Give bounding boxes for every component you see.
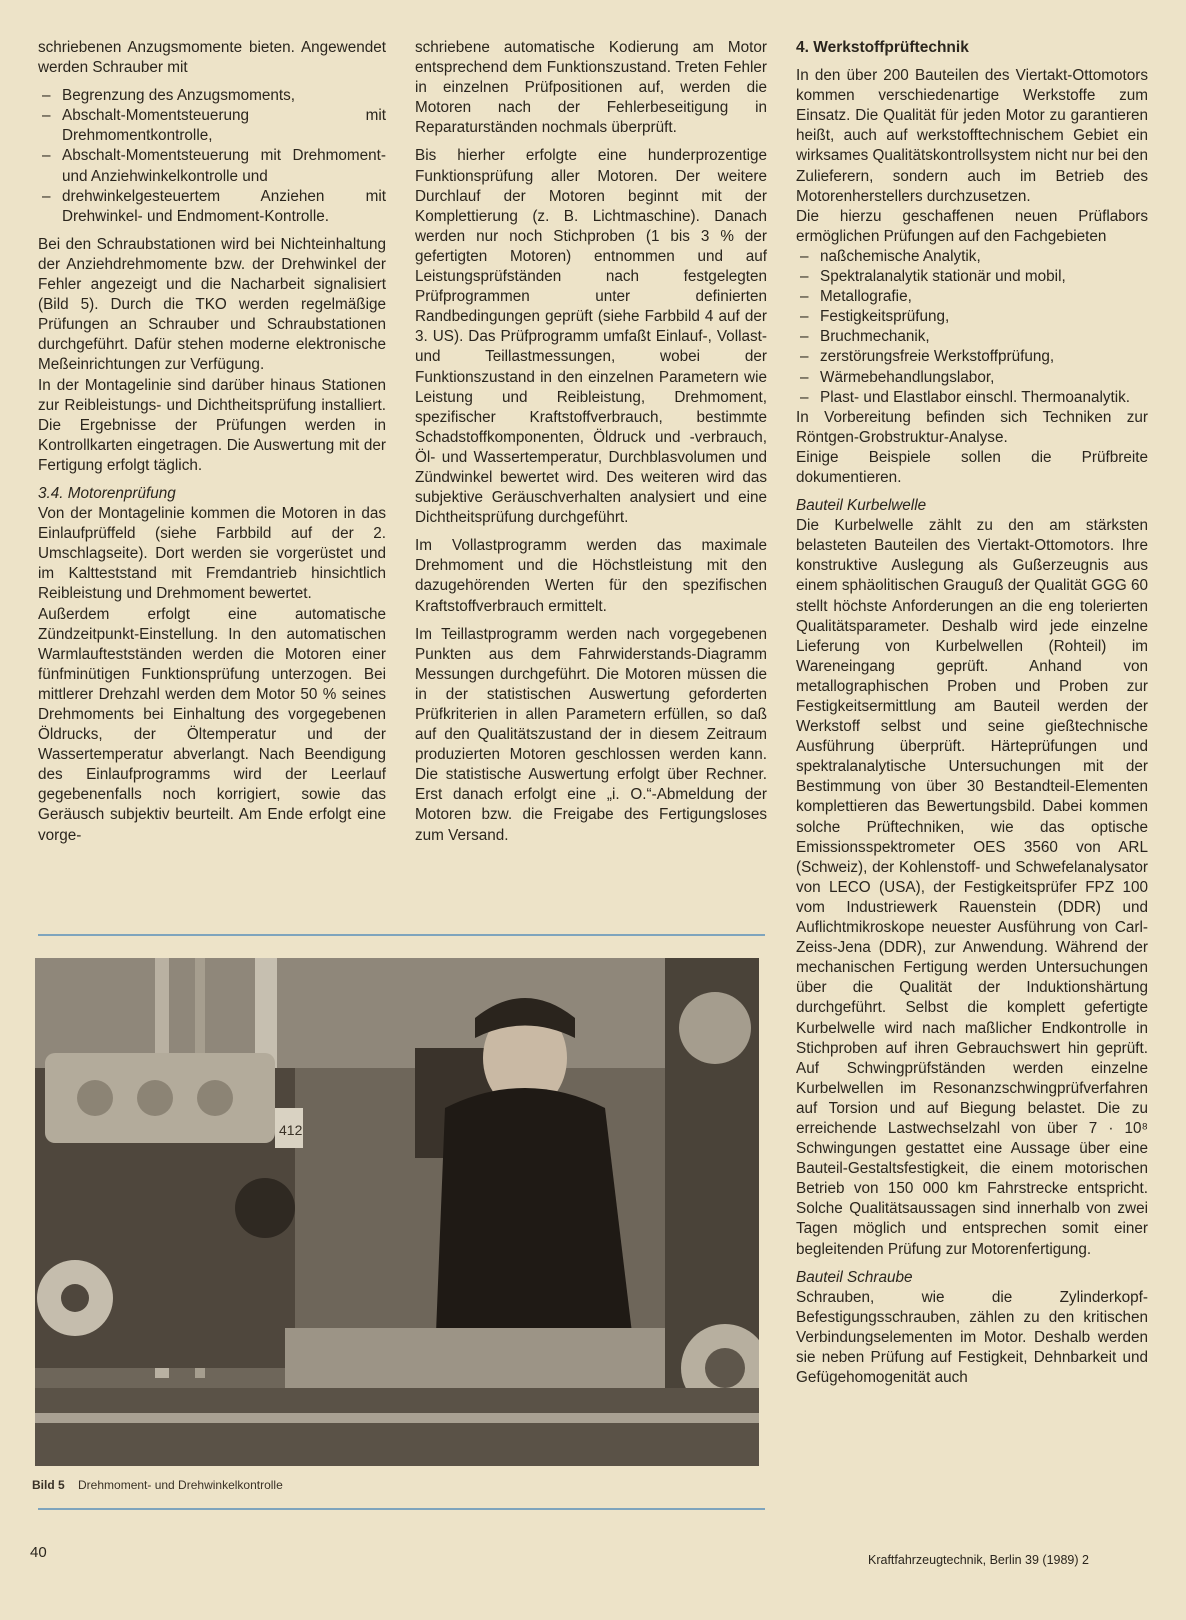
page-number: 40 xyxy=(30,1544,47,1561)
list-item: – Plast- und Elastlabor einschl. Thermoanalytik. xyxy=(796,388,1148,408)
paragraph: Bei den Schraubstationen wird bei Nichteinhaltung der Anziehdrehmomente bzw. der Drehwinkel der Fehler angezeigt und die Nacharbeit signalisiert (Bild 5). Durch die TKO werden regelmäßige Prüfungen an Schrauber und Schraubstationen durchgeführt. Dafür stehen moderne elektronische Meßeinrichtungen zur Verfügung. xyxy=(38,235,386,374)
paragraph: Im Teillastprogramm werden nach vorgegebenen Punkten aus dem Fahrwiderstands-Diagramm Messungen durchgeführt. Die Motoren müssen die in der statistischen Auswertung geforderten Prüfkriterien in allen Parametern erfüllen, so daß auf den Qualitätszustand der in diesem Zeitraum produzierten Motoren geschlossen werden kann. Die statistische Auswertung erfolgt über Rechner. Erst danach erfolgt eine „i. O.“-Abmeldung der Motoren bzw. die Freigabe des Fertigungsloses zum Versand. xyxy=(415,625,767,844)
paragraph: Die hierzu geschaffenen neuen Prüflabors ermöglichen Prüfungen auf den Fachgebieten xyxy=(796,207,1148,245)
figure-top-rule xyxy=(38,934,765,936)
subsection-heading: Bauteil Schraube xyxy=(796,1268,913,1286)
list-item: – Bruchmechanik, xyxy=(796,327,1148,347)
paragraph: In Vorbereitung befinden sich Techniken zur Röntgen-Grobstruktur-Analyse. xyxy=(796,408,1148,446)
list-item: – Abschalt-Momentsteuerung mit Drehmomentkontrolle, xyxy=(38,106,386,146)
paragraph: Schrauben, wie die Zylinderkopf-Befestigungsschrauben, zählen zu den kritischen Verbindungselementen im Motor. Deshalb werden sie neben Prüfung auf Festigkeit, Dehnbarkeit und Gefügehomogenität auch xyxy=(796,1288,1148,1387)
figure-bottom-rule xyxy=(38,1508,765,1510)
photo-illustration xyxy=(35,958,759,1466)
text-column-1 xyxy=(38,38,386,854)
section-heading: 3.4. Motorenprüfung xyxy=(38,484,176,502)
paragraph: In der Montagelinie sind darüber hinaus Stationen zur Reibleistungs- und Dichtheitsprüfung installiert. Die Ergebnisse der Prüfungen werden in Kontrollkarten eingetragen. Die Auswertung mit der Fertigung erfolgt täglich. xyxy=(38,376,386,474)
list-item: – Festigkeitsprüfung, xyxy=(796,307,1148,327)
paragraph: schriebene automatische Kodierung am Motor entsprechend dem Funktionszustand. Treten Fehler in einzelnen Prüfpositionen auf, werden die Motoren nach der Fehlerbeseitigung in Reparaturständen nochmals überprüft. xyxy=(415,39,767,137)
list-item: – drehwinkelgesteuertem Anziehen mit Drehwinkel- und Endmoment-Kontrolle. xyxy=(38,187,386,227)
paragraph: Die Kurbelwelle zählt zu den am stärksten belasteten Bauteilen des Viertakt-Ottomotors. Ihre konstruktive Auslegung als Gußerzeugnis aus einem sphäolitischen Grauguß der Qualität GGG 60 stellt höchste Anforderungen an die eng tolerierten Qualitätsparameter. Deshalb wird jede einzelne Lieferung von Kurbelwellen (Rohteil) im Wareneingang geprüft. Anhand von metallographischen Proben und Proben zur Festigkeitsermittlung am Bauteil werden der Werkstoff selbst und seine gießtechnische Ausführung überprüft. Härteprüfungen und spektralanalytische Untersuchungen mit der Bestimmung von über 30 Bestandteil-Elementen komplettieren das Bewertungsbild. Dabei kommen solche Prüftechniken, wie das optische Emissionsspektrometer OES 3560 von ARL (Schweiz), der Kohlenstoff- und Schwefelanalysator von LECO (USA), der Festigkeitsprüfer FPZ 100 vom Industriewerk Rauenstein (DDR) und Auflichtmikroskope neuester Ausführung von Carl-Zeiss-Jena (DDR), zur Anwendung. Während der mechanischen Fertigung werden Untersuchungen über die Qualität der Induktionshärtung durchgeführt. Selbst die komplett gefertigte Kurbelwelle wird nach maßlicher Endkontrolle in Stichproben auf ihren Gebrauchswert hin geprüft. Auf Schwingprüfständen werden einzelne Kurbelwellen im Resonanzschwingprüfverfahren auf Torsion und auf Biegung belastet. Die zu erreichende Lastwechselzahl von über 7 · 10⁸ Schwingungen gestattet eine Aussage über eine Bauteil-Gestaltsfestigkeit, die einem motorischen Betrieb von 150 000 km Fahrstrecke entspricht. Solche Qualitätsaussagen sind innerhalb von zwei Tagen möglich und entsprechen somit einer begleitenden Prüfung zur Motorenfertigung. xyxy=(796,517,1149,1258)
list-item: – Wärmebehandlungslabor, xyxy=(796,368,1148,388)
list-item: – Abschalt-Momentsteuerung mit Drehmoment- und Anziehwinkelkontrolle und xyxy=(38,146,386,186)
paragraph: Einige Beispiele sollen die Prüfbreite dokumentieren. xyxy=(796,448,1148,486)
sign-number: 412 xyxy=(279,1122,303,1138)
list-item: – naßchemische Analytik, xyxy=(796,247,1148,267)
paragraph: In den über 200 Bauteilen des Viertakt-Ottomotors kommen verschiedenartige Werkstoffe zum Einsatz. Die Qualität für jeden Motor zu garantieren heißt, auch auf werkstofftechnischem Gebiet ein wirksames Qualitätskontrollsystem nicht nur bei den Zulieferern, sondern auch im Betrieb des Motorenherstellers durchzusetzen. xyxy=(796,67,1148,205)
journal-citation: Kraftfahrzeugtechnik, Berlin 39 (1989) 2 xyxy=(868,1553,1089,1567)
list-item: – Spektralanalytik stationär und mobil, xyxy=(796,267,1148,287)
tool-list xyxy=(38,86,386,227)
engine-test-photo xyxy=(35,958,759,1466)
subsection-heading: Bauteil Kurbelwelle xyxy=(796,497,927,515)
list-item: – Metallografie, xyxy=(796,287,1148,307)
text-column-2 xyxy=(415,38,767,854)
paragraph: Bis hierher erfolgte eine hunderprozentige Funktionsprüfung aller Motoren. Der weitere Durchlauf der Motoren beginnt mit der Komplettierung (z. B. Lichtmaschine). Danach werden nur noch Stichproben (1 bis 3 % der gefertigten Motoren) entnommen und auf Leistungsprüfständen nach festgelegten Prüfprogrammen unter definierten Randbedingungen geprüft (siehe Farbbild 4 auf der 3. US). Das Prüfprogramm umfaßt Einlauf-, Vollast- und Teillastmessungen, wobei der Funktionszustand in den einzelnen Parametern wie Leistung und Reibleistung, Drehmoment, spezifischer Kraftstoffverbrauch, bestimmte Schadstoffkomponenten, Öldruck und -verbrauch, Öl- und Wassertemperatur, Durchblasvolumen und Zündwinkel bewertet wird. Des weiteren wird das subjektive Geräuschverhalten analysiert und eine Dichtheitsprüfung durchgeführt. xyxy=(415,147,767,527)
paragraph: Im Vollastprogramm werden das maximale Drehmoment und die Höchstleistung mit den dazugehörenden Werten für den spezifischen Kraftstoffverbrauch ermittelt. xyxy=(415,537,767,615)
figure-caption-text: Drehmoment- und Drehwinkelkontrolle xyxy=(78,1478,283,1492)
section-heading: 4. Werkstoffprüftechnik xyxy=(796,39,969,56)
figure-caption xyxy=(32,1478,283,1492)
text-column-3 xyxy=(796,38,1148,1388)
paragraph: Von der Montagelinie kommen die Motoren in das Einlaufprüffeld (siehe Farbbild auf der 2. Umschlagseite). Dort werden sie vorgerüstet und im Kaltteststand mit Fremdantrieb hinsichtlich Reibleistung und Drehmoment bewertet. xyxy=(38,505,386,603)
list-item: – Begrenzung des Anzugsmoments, xyxy=(38,86,386,106)
list-item: – zerstörungsfreie Werkstoffprüfung, xyxy=(796,347,1148,367)
paragraph: Außerdem erfolgt eine automatische Zündzeitpunkt-Einstellung. In den automatischen Warmlauftestständen werden die Motoren einer fünfminütigen Funktionsprüfung unterzogen. Bei mittlerer Drehzahl werden dem Motor 50 % seines Drehmoments bei Einhaltung des vorgegebenen Öldrucks, der Öltemperatur und der Wassertemperatur abverlangt. Nach Beendigung des Einlaufprogramms wird der Leerlauf gegebenenfalls noch korrigiert, sowie das Geräusch subjektiv beurteilt. Am Ende erfolgt eine vorge- xyxy=(38,605,386,844)
figure-label: Bild 5 xyxy=(32,1478,65,1492)
lab-list xyxy=(796,247,1148,408)
paragraph: schriebenen Anzugsmomente bieten. Angewendet werden Schrauber mit xyxy=(38,39,386,77)
